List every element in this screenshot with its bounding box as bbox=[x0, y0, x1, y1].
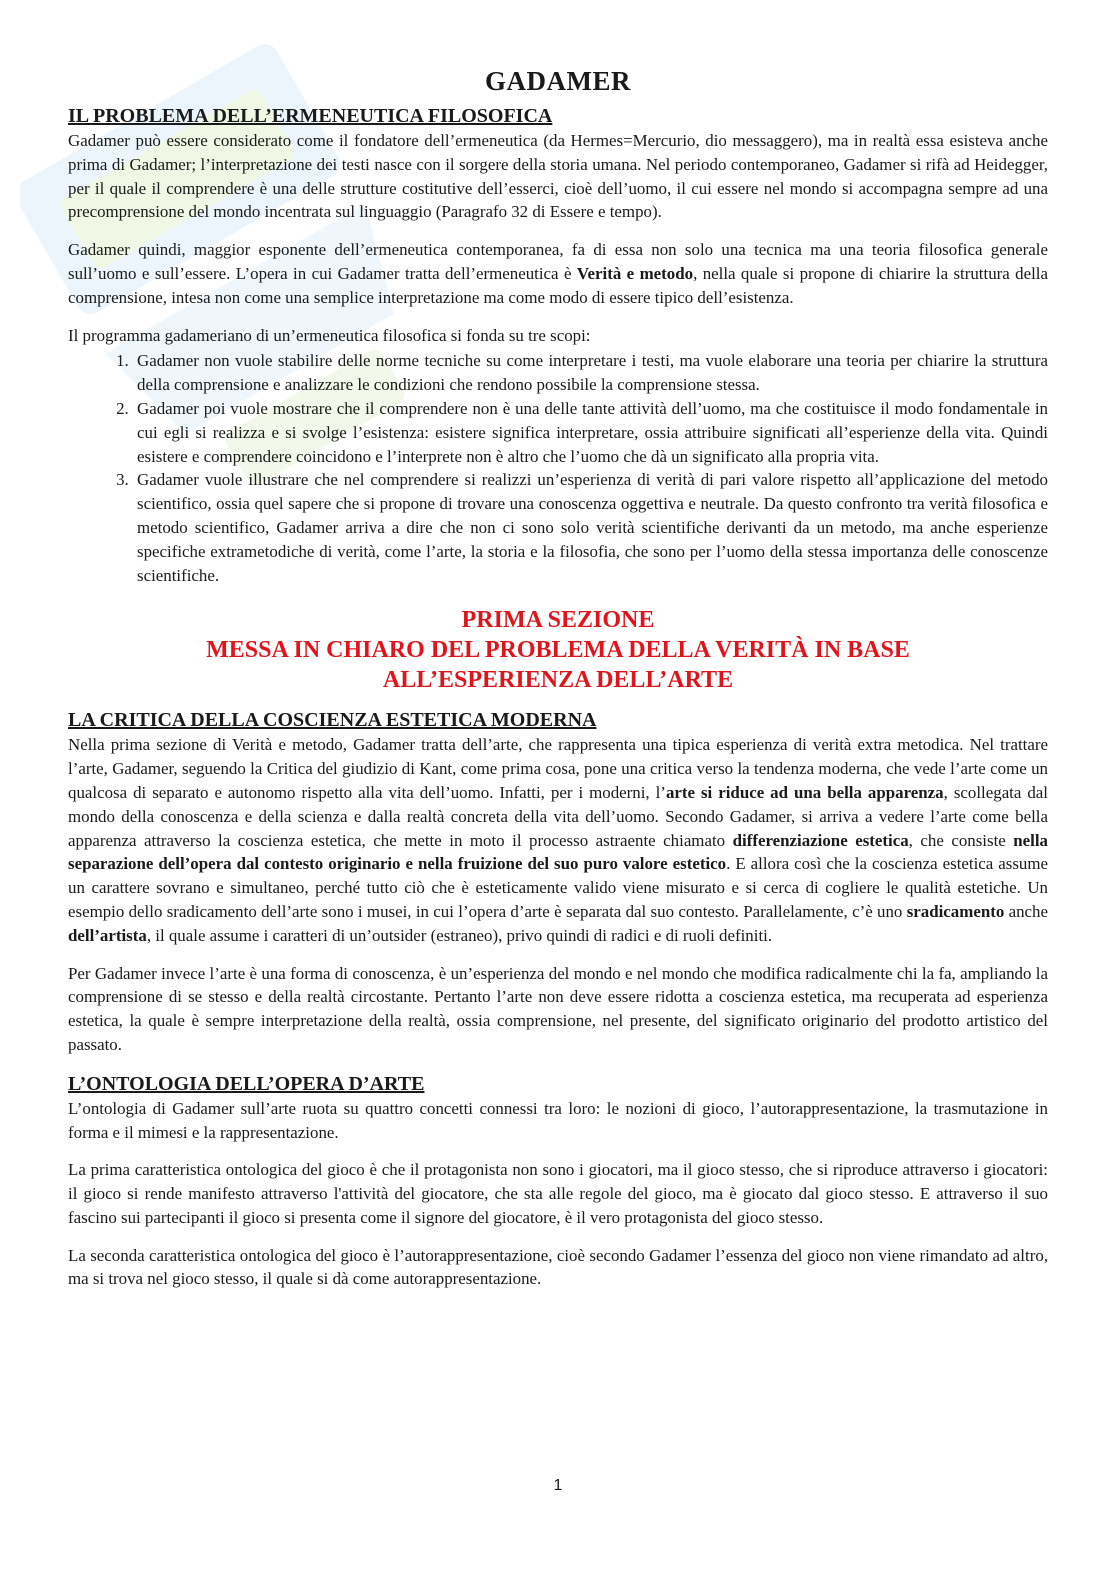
list-item: 2. Gadamer poi vuole mostrare che il comprendere non è una delle tante attività dell’uomo, ma che costituisce il modo fondamentale in cui egli si realizza e si svolge l’esistenza: esistere significa interpretare, ossia attribuire significati all’esperienze della vita. Quindi esistere e comprendere coincidono e l’interprete non è altro che l’uomo che dà un significato alla propria vita. bbox=[133, 397, 1048, 468]
part-heading-line: PRIMA SEZIONE bbox=[461, 607, 655, 634]
section-heading-critica: LA CRITICA DELLA COSCIENZA ESTETICA MODERNA bbox=[68, 709, 597, 732]
part-heading-line: MESSA IN CHIARO DEL PROBLEMA DELLA VERITÀ IN BASE bbox=[206, 637, 910, 664]
text-run: . E allora così che la coscienza estetica assume un carattere sovrano e simultaneo, perché tutto ciò che è esteticamente valido viene misurato e si cerca di cogliere le qualità estetiche. Un esempio dello sradicamento dell’arte sono i musei, in cui l’opera d’arte è separata dal suo contesto. Parallelamente, c’è uno bbox=[68, 854, 1048, 921]
text-run: , scollegata dal mondo della conoscenza e della scienza e dalla realtà concreta della vita dell’uomo. Secondo Gadamer, si arriva a vedere l’arte come bella apparenza attraverso la coscienza estetica, che mette in moto il processo astraente chiamato bbox=[68, 782, 1048, 850]
text-run: , che consiste bbox=[908, 830, 1014, 850]
bold-text: sradicamento bbox=[906, 901, 1005, 921]
text-run: anche bbox=[1004, 901, 1048, 921]
paragraph: Per Gadamer invece l’arte è una forma di conoscenza, è un’esperienza del mondo e nel mondo che modifica radicalmente chi la fa, ampliando la comprensione di se stesso e della realtà circostante. Pertanto l’arte non deve essere ridotta a coscienza estetica, ma recuperata ad esperienza estetica, la quale è sempre interpretazione della realtà, ossia comprensione, nel presente, del significato originario del prodotto artistico del passato. bbox=[68, 963, 1048, 1054]
bold-text: nella separazione dell’opera dal contesto originario e nella fruizione del suo puro valore estetico bbox=[68, 830, 1049, 874]
paragraph bbox=[68, 238, 1048, 309]
paragraph: La seconda caratteristica ontologica del gioco è l’autorappresentazione, cioè secondo Gadamer l’essenza del gioco non viene rimandato ad altro, ma si trova nel gioco stesso, il quale si dà come autorappresentazione. bbox=[68, 1245, 1048, 1289]
numbered-list bbox=[68, 349, 1048, 587]
paragraph bbox=[68, 733, 1048, 947]
text-run: , il quale assume i caratteri di un’outsider (estraneo), privo quindi di radici e di ruoli definiti. bbox=[146, 925, 773, 945]
paragraph: L’ontologia di Gadamer sull’arte ruota su quattro concetti connessi tra loro: le nozioni di gioco, l’autorappresentazione, la trasmutazione in forma e il mimesi e la rappresentazione. bbox=[68, 1098, 1048, 1142]
text-run: Gadamer quindi, maggior esponente dell’ermeneutica contemporanea, fa di essa non solo una tecnica ma una teoria filosofica generale sull’uomo e sull’essere. L’opera in cui Gadamer tratta dell’ermeneutica è bbox=[68, 240, 1048, 283]
text-run: Nella prima sezione di Verità e metodo, Gadamer tratta dell’arte, che rappresenta una tipica esperienza di verità extra metodica. Nel trattare l’arte, Gadamer, seguendo la Critica del giudizio di Kant, come prima cosa, pone una critica verso la tendenza moderna, che vede l’arte come un qualcosa di separato e autonomo rispetto alla vita dell’uomo. Infatti, per i moderni, l’ bbox=[68, 735, 1048, 802]
part-heading bbox=[68, 605, 1048, 695]
part-heading-line: ALL’ESPERIENZA DELL’ARTE bbox=[382, 667, 734, 694]
bold-text: dell’artista bbox=[68, 925, 147, 945]
list-item: 3. Gadamer vuole illustrare che nel comprendere si realizzi un’esperienza di verità di pari valore rispetto all’applicazione del metodo scientifico, ossia quel sapere che si propone di trovare una conoscenza oggettiva e neutrale. Da questo confronto tra verità filosofica e metodo scientifico, Gadamer arriva a dire che non ci sono solo verità scientifiche derivanti da un metodo, ma anche esperienze specifiche extrametodiche di verità, come l’arte, la storia e la filosofia, che sono per l’uomo della stessa importanza delle conoscenze scientifiche. bbox=[133, 468, 1048, 587]
bold-text: differenziazione estetica bbox=[732, 830, 909, 850]
bold-text: Verità e metodo bbox=[576, 263, 694, 283]
paragraph: La prima caratteristica ontologica del gioco è che il protagonista non sono i giocatori, ma il gioco stesso, che si riproduce attraverso i giocatori: il gioco si rende manifesto attraverso l'attività del giocatore, che sta alle regole del gioco, ma è giocato dal gioco stesso. E attraverso il suo fascino sui partecipanti il gioco si presenta come il signore del giocatore, è il vero protagonista del gioco stesso. bbox=[68, 1160, 1048, 1227]
list-item: 1. Gadamer non vuole stabilire delle norme tecniche su come interpretare i testi, ma vuole elaborare una teoria per chiarire la struttura della comprensione e analizzare le condizioni che rendono possibile la comprensione stessa. bbox=[133, 349, 1048, 397]
section-heading-ermeneutica: IL PROBLEMA DELL’ERMENEUTICA FILOSOFICA bbox=[68, 105, 553, 127]
bold-text: arte si riduce ad una bella apparenza bbox=[665, 782, 944, 802]
paragraph: Il programma gadameriano di un’ermeneutica filosofica si fonda su tre scopi: bbox=[68, 325, 591, 345]
page-number: 1 bbox=[553, 1477, 563, 1494]
text-run: , nella quale si propone di chiarire la struttura della comprensione, intesa non come una semplice interpretazione ma come modo di essere tipico dell’esistenza. bbox=[68, 263, 1048, 307]
document-title: GADAMER bbox=[485, 66, 631, 96]
section-heading-ontologia: L’ONTOLOGIA DELL’OPERA D’ARTE bbox=[68, 1072, 425, 1095]
paragraph: Gadamer può essere considerato come il fondatore dell’ermeneutica (da Hermes=Mercurio, dio messaggero), ma in realtà essa esisteva anche prima di Gadamer; l’interpretazione dei testi nasce con il sorgere della storia umana. Nel periodo contemporaneo, Gadamer si rifà ad Heidegger, per il quale il comprendere è una delle strutture costitutive dell’esserci, cioè dell’uomo, il cui essere nel mondo si accompagna sempre ad una precomprensione del mondo incentrata sul linguaggio (Paragrafo 32 di Essere e tempo). bbox=[68, 131, 1048, 222]
